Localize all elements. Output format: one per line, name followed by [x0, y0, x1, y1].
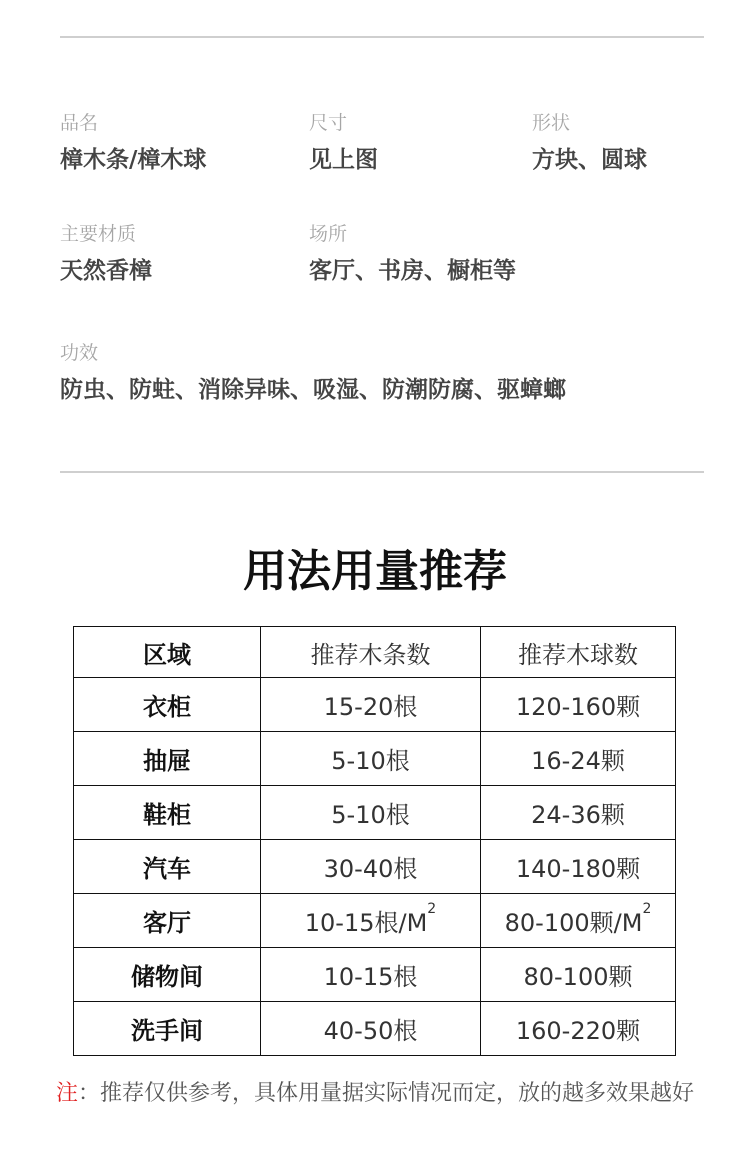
sticks-value: 10-15根/M	[304, 909, 428, 937]
spec-product-name	[60, 111, 206, 175]
balls-cell: 24-36颗	[481, 786, 676, 840]
zone-cell: 客厅	[74, 894, 261, 948]
spec-size	[309, 111, 378, 175]
balls-cell: 140-180颗	[481, 840, 676, 894]
balls-cell: 160-220颗	[481, 1002, 676, 1056]
table-row	[74, 732, 676, 786]
header-sticks: 推荐木条数	[261, 627, 481, 678]
balls-cell	[481, 894, 676, 948]
sticks-cell: 5-10根	[261, 786, 481, 840]
sticks-cell	[261, 894, 481, 948]
spec-label: 形状	[532, 112, 571, 134]
spec-value: 客厅、书房、橱柜等	[309, 258, 516, 284]
spec-shape	[532, 111, 647, 175]
note-text: ：推荐仅供参考，具体用量据实际情况而定，放的越多效果越好	[78, 1081, 695, 1106]
spec-value: 樟木条/樟木球	[60, 147, 207, 173]
note-mark: 注	[56, 1081, 79, 1106]
spec-value: 见上图	[309, 147, 378, 173]
spec-value: 方块、圆球	[532, 147, 647, 173]
zone-cell: 洗手间	[74, 1002, 261, 1056]
spec-label: 功效	[60, 342, 99, 364]
spec-label: 主要材质	[60, 223, 137, 245]
balls-cell: 120-160颗	[481, 678, 676, 732]
balls-value: 80-100颗/M	[504, 909, 643, 937]
spec-label: 场所	[309, 223, 348, 245]
sticks-cell: 5-10根	[261, 732, 481, 786]
table-row	[74, 786, 676, 840]
top-divider	[60, 36, 704, 38]
spec-label: 品名	[60, 112, 99, 134]
zone-cell: 汽车	[74, 840, 261, 894]
table-row	[74, 840, 676, 894]
zone-cell: 抽屉	[74, 732, 261, 786]
spec-material	[60, 222, 152, 286]
sticks-cell: 40-50根	[261, 1002, 481, 1056]
usage-title: 用法用量推荐	[243, 546, 507, 597]
table-row	[74, 948, 676, 1002]
sticks-cell: 10-15根	[261, 948, 481, 1002]
spec-value: 天然香樟	[60, 258, 152, 284]
spec-effect	[60, 341, 566, 405]
table-row	[74, 1002, 676, 1056]
usage-table	[73, 626, 676, 1056]
table-header-row	[74, 627, 676, 678]
sticks-cell: 15-20根	[261, 678, 481, 732]
spec-label: 尺寸	[309, 112, 348, 134]
balls-cell: 80-100颗	[481, 948, 676, 1002]
header-balls: 推荐木球数	[481, 627, 676, 678]
squared-superscript: 2	[642, 901, 652, 917]
sticks-cell: 30-40根	[261, 840, 481, 894]
zone-cell: 鞋柜	[74, 786, 261, 840]
table-row	[74, 678, 676, 732]
middle-divider	[60, 471, 704, 473]
balls-cell: 16-24颗	[481, 732, 676, 786]
spec-place	[309, 222, 516, 286]
zone-cell: 衣柜	[74, 678, 261, 732]
table-row	[74, 894, 676, 948]
header-zone: 区域	[74, 627, 261, 678]
usage-note	[56, 1078, 694, 1110]
spec-value: 防虫、防蛀、消除异味、吸湿、防潮防腐、驱蟑螂	[60, 377, 566, 403]
zone-cell: 储物间	[74, 948, 261, 1002]
squared-superscript: 2	[427, 901, 437, 917]
